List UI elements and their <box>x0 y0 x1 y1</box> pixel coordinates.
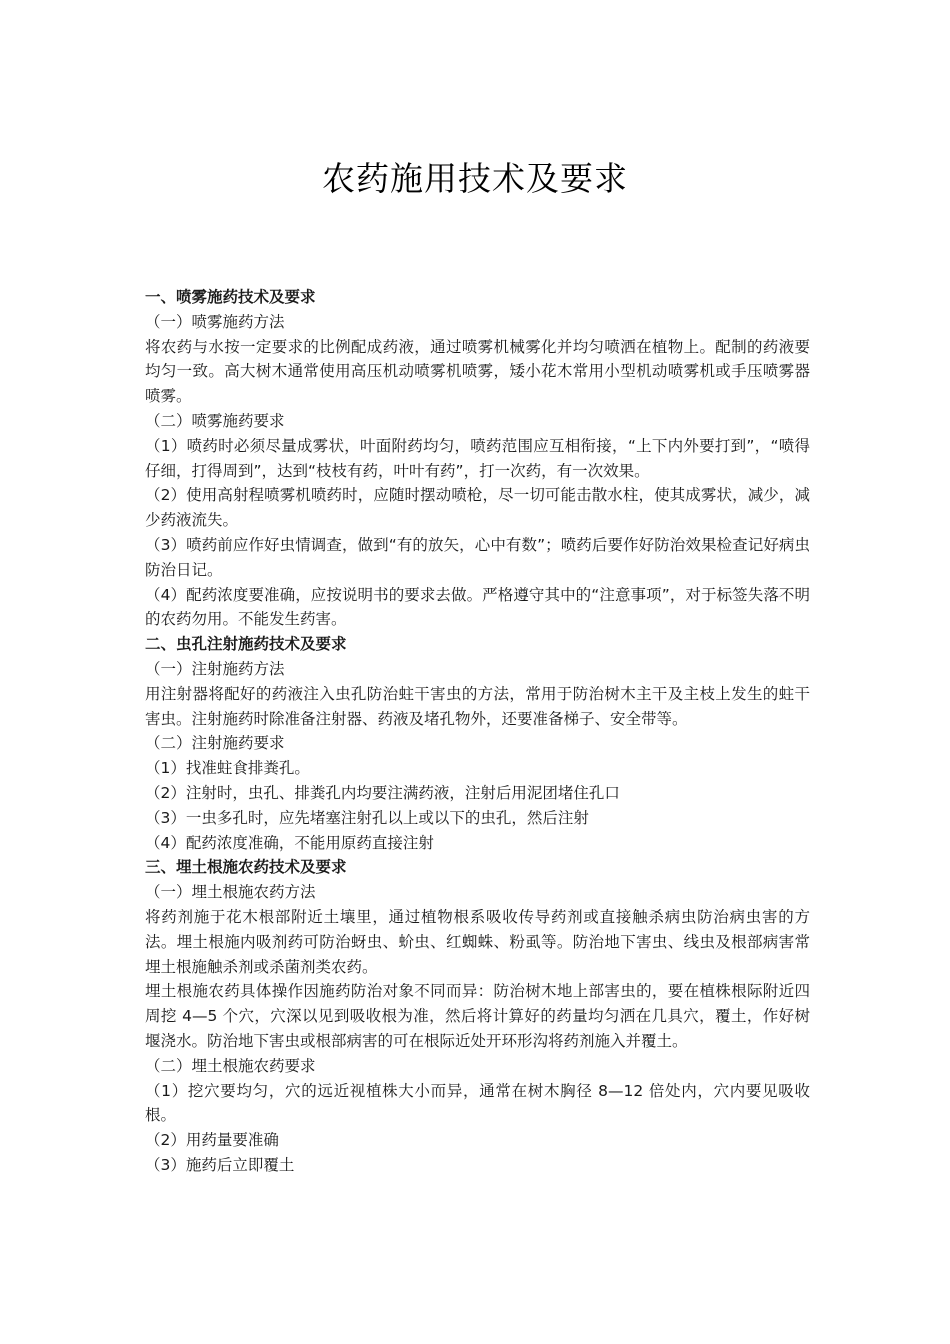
subsection-heading: （二）喷雾施药要求 <box>145 411 285 430</box>
list-item: （1）挖穴要均匀，穴的远近视植株大小而异，通常在树木胸径 8—12 倍处内，穴内要见吸收根。 <box>145 1081 810 1125</box>
body-paragraph: 将农药与水按一定要求的比例配成药液，通过喷雾机械雾化并均匀喷洒在植物上。配制的药液要均匀一致。高大树木通常使用高压机动喷雾机喷雾，矮小花木常用小型机动喷雾机或手压喷雾器喷雾。 <box>145 337 810 406</box>
list-item: （2）注射时，虫孔、排粪孔内均要注满药液，注射后用泥团堵住孔口 <box>145 783 620 802</box>
subsection-heading: （一）喷雾施药方法 <box>145 312 285 331</box>
list-item: （4）配药浓度准确，不能用原药直接注射 <box>145 833 434 852</box>
subsection-heading: （一）埋土根施农药方法 <box>145 883 316 902</box>
section-heading-3: 三、埋土根施农药技术及要求 <box>145 858 347 877</box>
section-heading-2: 二、虫孔注射施药技术及要求 <box>145 635 347 654</box>
body-paragraph: 埋土根施农药具体操作因施药防治对象不同而异：防治树木地上部害虫的，要在植株根际附近四周挖 4—5 个穴，穴深以见到吸收根为准，然后将计算好的药量均匀洒在几具穴，覆土，作好树堰浇水。防治地下害虫或根部病害的可在根际近处开环形沟将药剂施入并覆土。 <box>145 982 810 1050</box>
list-item: （1）喷药时必须尽量成雾状，叶面附药均匀，喷药范围应互相衔接，“上下内外要打到”，“喷得仔细，打得周到”，达到“枝枝有药，叶叶有药”，打一次药，有一次效果。 <box>145 436 810 480</box>
list-item: （1）找准蛀食排粪孔。 <box>145 759 310 778</box>
document-title: 农药施用技术及要求 <box>322 159 628 198</box>
body-paragraph: 用注射器将配好的药液注入虫孔防治蛀干害虫的方法，常用于防治树木主干及主枝上发生的蛀干害虫。注射施药时除准备注射器、药液及堵孔物外，还要准备梯子、安全带等。 <box>145 684 810 728</box>
section-heading-1: 一、喷雾施药技术及要求 <box>145 288 316 306</box>
subsection-heading: （二）埋土根施农药要求 <box>145 1056 316 1075</box>
list-item: （2）使用高射程喷雾机喷药时，应随时摆动喷枪，尽一切可能击散水柱，使其成雾状，减少，减少药液流失。 <box>145 486 810 530</box>
subsection-heading: （二）注射施药要求 <box>145 734 285 753</box>
subsection-heading: （一）注射施药方法 <box>145 659 285 678</box>
list-item: （4）配药浓度要准确，应按说明书的要求去做。严格遵守其中的“注意事项”，对于标签失落不明的农药勿用。不能发生药害。 <box>145 585 810 629</box>
body-paragraph: 将药剂施于花木根部附近土壤里，通过植物根系吸收传导药剂或直接触杀病虫防治病虫害的方法。埋土根施内吸剂药可防治蚜虫、蚧虫、红蜘蛛、粉虱等。防治地下害虫、线虫及根部病害常埋土根施触杀剂或杀菌剂类农药。 <box>145 907 810 976</box>
list-item: （2）用药量要准确 <box>145 1131 279 1150</box>
document-body <box>145 285 810 1178</box>
list-item: （3）施药后立即覆土 <box>145 1155 295 1174</box>
list-item: （3）喷药前应作好虫情调查，做到“有的放矢，心中有数”；喷药后要作好防治效果检查记好病虫防治日记。 <box>145 535 810 579</box>
list-item: （3）一虫多孔时，应先堵塞注射孔以上或以下的虫孔，然后注射 <box>145 808 589 827</box>
